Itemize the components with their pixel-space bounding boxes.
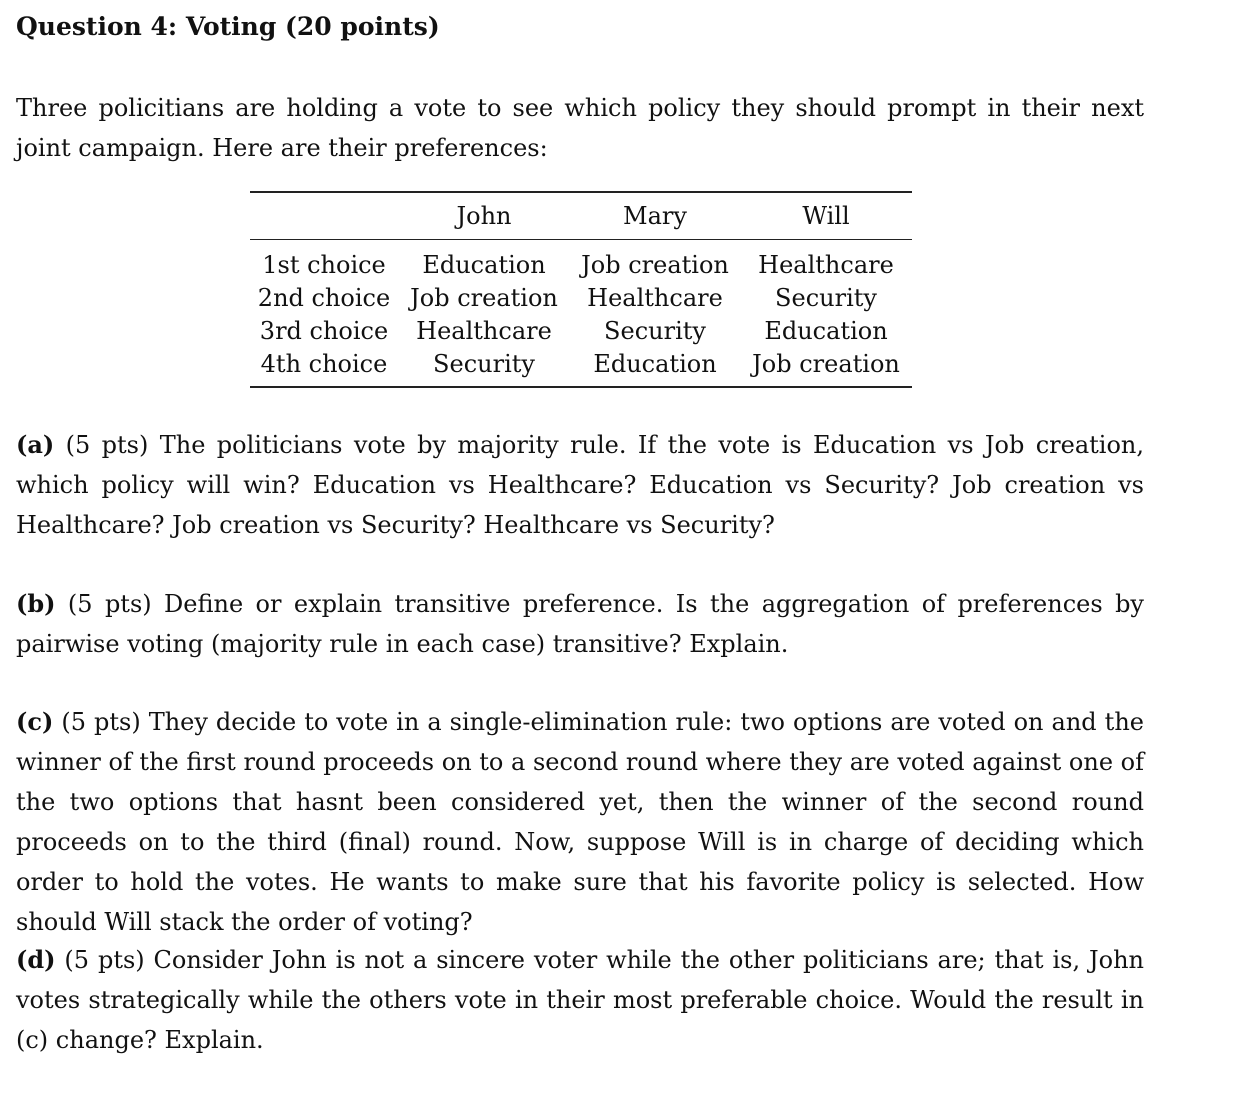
table-row [250, 347, 912, 387]
part-a-text: (5 pts) The politicians vote by majority rule. If the vote is Education vs Job creation, which policy will win? Education vs Healthcare? Education vs Security? Job creation vs Healthcare? Job creation vs Security? Healthcare vs Security? [16, 431, 1144, 539]
part-c-label: (c) [16, 707, 54, 736]
john-choice: Healthcare [416, 316, 552, 345]
mary-choice: Job creation [581, 250, 729, 279]
question-title: Question 4: Voting (20 points) [16, 12, 440, 41]
part-a-label: (a) [16, 430, 55, 459]
header-mary: Mary [570, 192, 740, 240]
john-choice: Security [433, 349, 535, 378]
part-d-label: (d) [16, 945, 56, 974]
header-will: Will [740, 192, 912, 240]
rank-cell: 3rd choice [259, 316, 389, 345]
part-b-label: (b) [16, 589, 56, 618]
will-choice: Healthcare [758, 250, 894, 279]
part-b [16, 584, 1144, 664]
john-choice: Job creation [410, 283, 558, 312]
table-row [250, 281, 912, 314]
preferences-table-container [250, 191, 912, 388]
question-intro: Three policitians are holding a vote to see which policy they should prompt in their next joint campaign. Here are their preferences: [16, 94, 1144, 162]
header-john: John [398, 192, 570, 240]
rank-cell: 4th choice [260, 349, 388, 378]
table-row [250, 240, 912, 282]
mary-choice: Healthcare [587, 283, 723, 312]
table-row [250, 314, 912, 347]
john-choice: Education [422, 250, 546, 279]
part-d [16, 940, 1144, 1060]
rank-cell: 1st choice [262, 250, 386, 279]
part-d-text: (5 pts) Consider John is not a sincere voter while the other politicians are; that is, John votes strategically while the others vote in their most preferable choice. Would the result in (c) change? Explain. [16, 946, 1144, 1054]
table-header-row [250, 192, 912, 240]
part-c-text: (5 pts) They decide to vote in a single-elimination rule: two options are voted on and the winner of the first round proceeds on to a second round where they are voted against one of the two options that hasnt been considered yet, then the winner of the second round proceeds on to the third (final) round. Now, suppose Will is in charge of deciding which order to hold the votes. He wants to make sure that his favorite policy is selected. How should Will stack the order of voting? [16, 708, 1144, 936]
part-b-text: (5 pts) Define or explain transitive preference. Is the aggregation of preferences by pairwise voting (majority rule in each case) transitive? Explain. [16, 590, 1144, 658]
preferences-table [250, 191, 912, 388]
will-choice: Education [764, 316, 888, 345]
will-choice: Security [775, 283, 877, 312]
will-choice: Job creation [752, 349, 900, 378]
header-empty [250, 192, 398, 240]
part-a [16, 425, 1144, 545]
rank-cell: 2nd choice [257, 283, 391, 312]
mary-choice: Security [604, 316, 706, 345]
part-c [16, 702, 1144, 942]
mary-choice: Education [593, 349, 717, 378]
